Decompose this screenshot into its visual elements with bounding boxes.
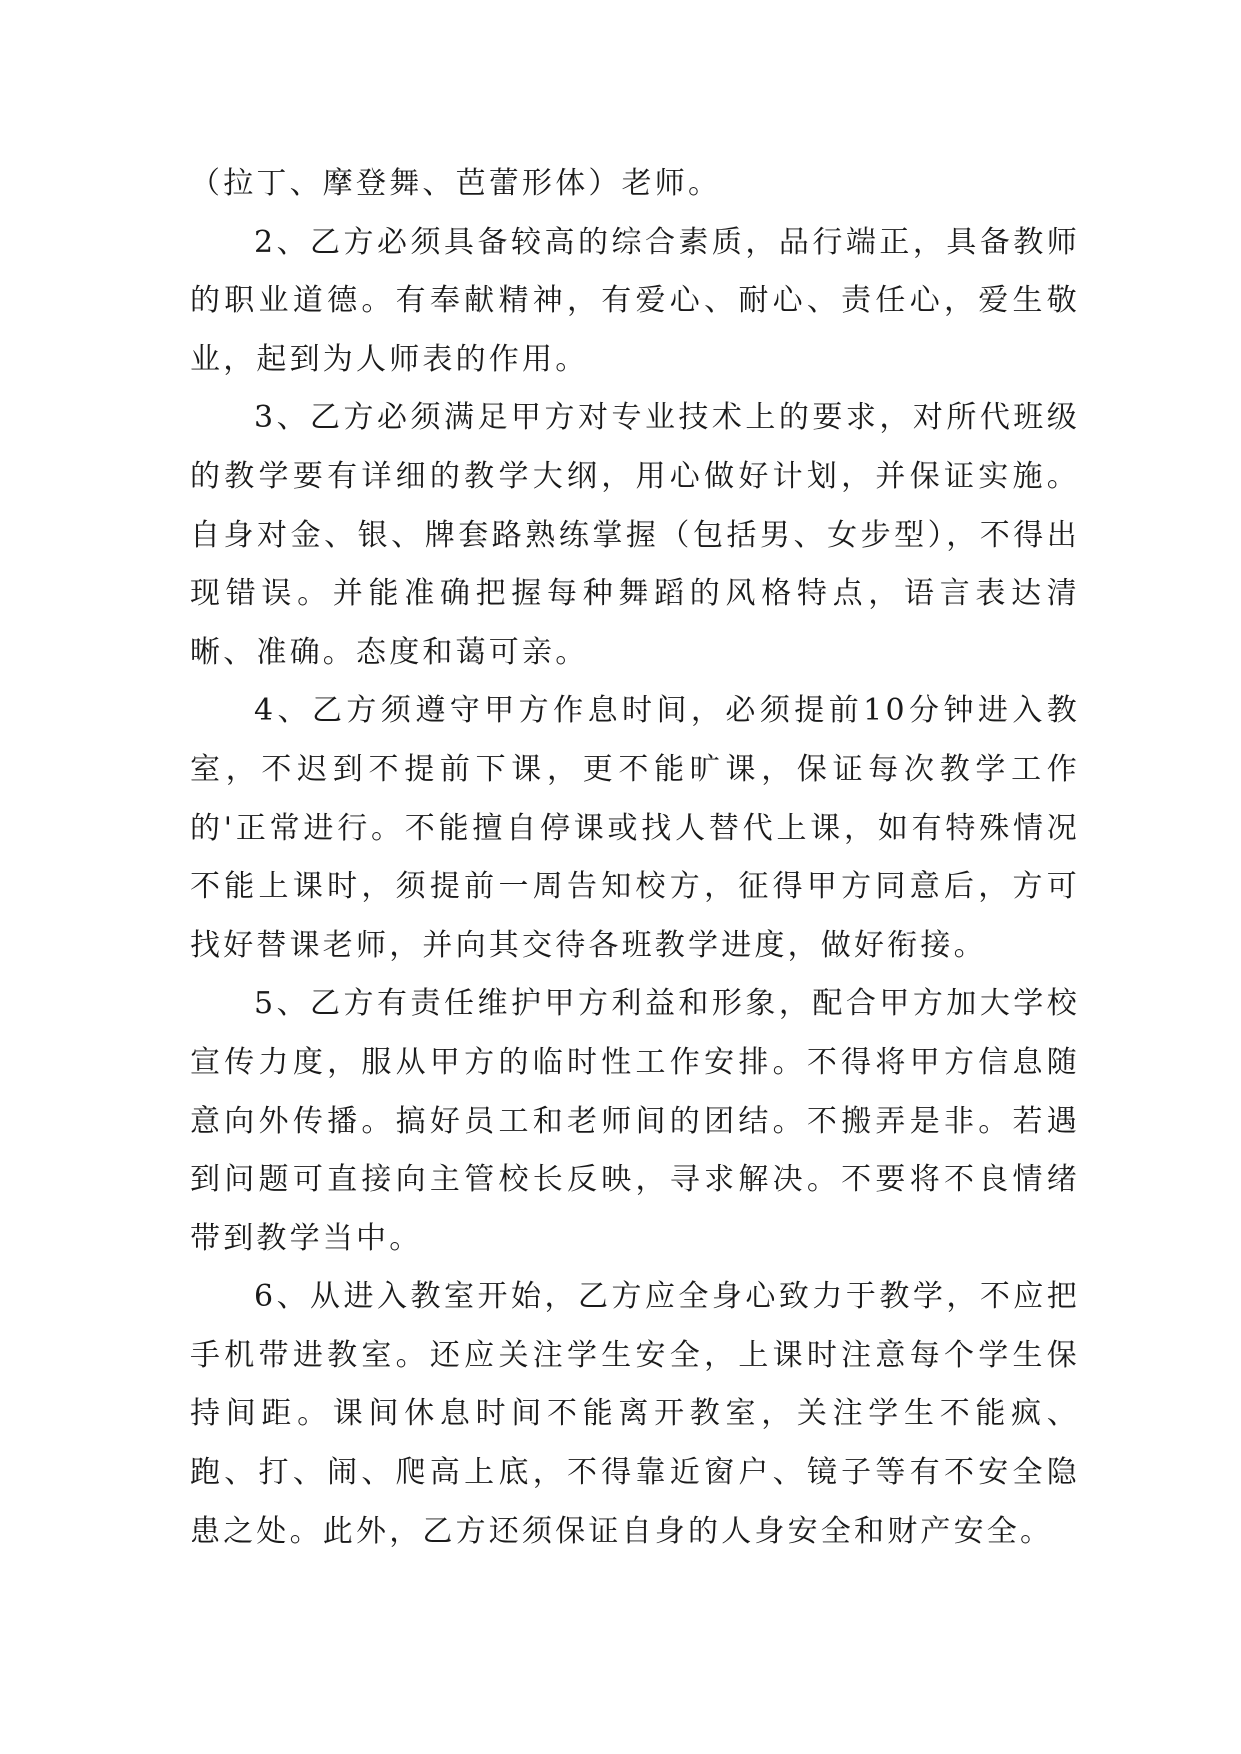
paragraph-clause-5: 5、乙方有责任维护甲方利益和形象，配合甲方加大学校宣传力度，服从甲方的临时性工作安排。不得将甲方信息随意向外传播。搞好员工和老师间的团结。不搬弄是非。若遇到问题可直接向主管校长反映，寻求解决。不要将不良情绪带到教学当中。 bbox=[190, 986, 1080, 1256]
paragraph-clause-3: 3、乙方必须满足甲方对专业技术上的要求，对所代班级的教学要有详细的教学大纲，用心做好计划，并保证实施。自身对金、银、牌套路熟练掌握（包括男、女步型），不得出现错误。并能准确把握每种舞蹈的风格特点，语言表达清晰、准确。态度和蔼可亲。 bbox=[190, 400, 1080, 670]
paragraph-continuation: （拉丁、摩登舞、芭蕾形体）老师。 bbox=[190, 166, 722, 201]
paragraph-clause-4: 4、乙方须遵守甲方作息时间，必须提前10分钟进入教室，不迟到不提前下课，更不能旷课，保证每次教学工作的'正常进行。不能擅自停课或找人替代上课，如有特殊情况不能上课时，须提前一周告知校方，征得甲方同意后，方可找好替课老师，并向其交待各班教学进度，做好衔接。 bbox=[190, 693, 1080, 963]
document-body bbox=[190, 155, 1080, 1561]
paragraph-clause-6: 6、从进入教室开始，乙方应全身心致力于教学，不应把手机带进教室。还应关注学生安全，上课时注意每个学生保持间距。课间休息时间不能离开教室，关注学生不能疯、跑、打、闹、爬高上底，不得靠近窗户、镜子等有不安全隐患之处。此外，乙方还须保证自身的人身安全和财产安全。 bbox=[190, 1279, 1080, 1549]
paragraph-clause-2: 2、乙方必须具备较高的综合素质，品行端正，具备教师的职业道德。有奉献精神，有爱心、耐心、责任心，爱生敬业，起到为人师表的作用。 bbox=[190, 224, 1080, 377]
